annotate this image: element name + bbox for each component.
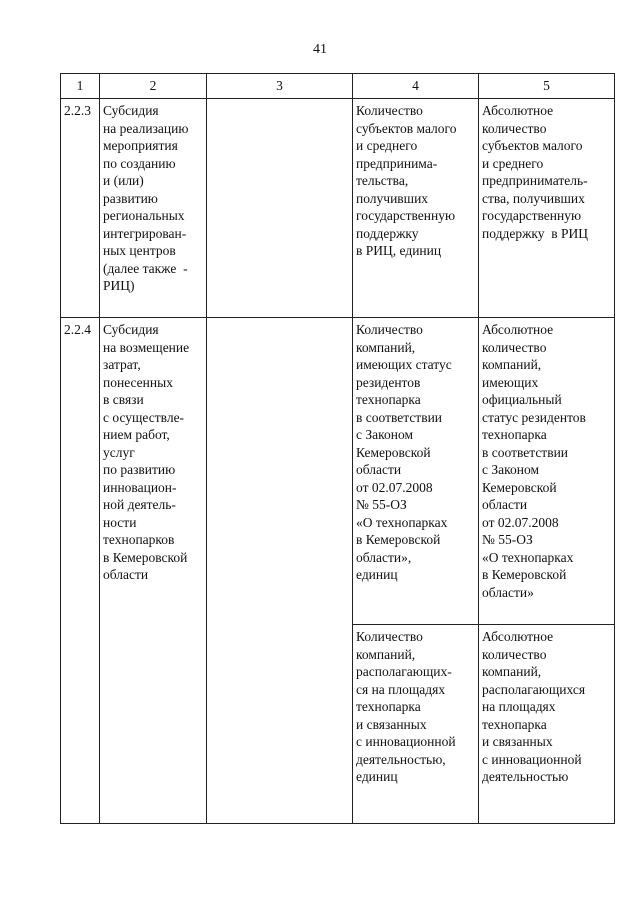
row-number-cell: 2.2.3	[61, 99, 100, 318]
page-number: 41	[313, 42, 327, 57]
empty-cell	[207, 318, 353, 824]
calculation-method-cell: Абсолютное количество компаний, имеющих официальный статус резидентов технопарка в соответствии с Законом Кемеровской области от 02.07.2008 № 55-ОЗ «О технопарках в Кемеровской области»	[479, 318, 615, 625]
calculation-method-cell: Абсолютное количество компаний, располагающихся на площадях технопарка и связанных с инновационной деятельностью	[479, 625, 615, 824]
header-col-1: 1	[61, 74, 100, 99]
table-row	[61, 99, 615, 318]
indicator-cell: Количество субъектов малого и среднего предпринима- тельства, получивших государственную поддержку в РИЦ, единиц	[353, 99, 479, 318]
calculation-method-cell: Абсолютное количество субъектов малого и среднего предприниматель- ства, получивших государственную поддержку в РИЦ	[479, 99, 615, 318]
indicator-cell: Количество компаний, располагающих- ся на площадях технопарка и связанных с инновационной деятельностью, единиц	[353, 625, 479, 824]
header-col-4: 4	[353, 74, 479, 99]
table-row	[61, 318, 615, 625]
table-header-row	[61, 74, 615, 99]
header-col-3: 3	[207, 74, 353, 99]
measure-name-cell: Субсидия на возмещение затрат, понесенных в связи с осуществле- нием работ, услуг по развитию инновацион- ной деятель- ности технопарков в Кемеровской области	[100, 318, 207, 824]
empty-cell	[207, 99, 353, 318]
indicator-cell: Количество компаний, имеющих статус резидентов технопарка в соответствии с Законом Кемеровской области от 02.07.2008 № 55-ОЗ «О технопарках в Кемеровской области», единиц	[353, 318, 479, 625]
program-indicators-table	[60, 73, 615, 824]
measure-name-cell: Субсидия на реализацию мероприятия по созданию и (или) развитию региональных интегрирован- ных центров (далее также - РИЦ)	[100, 99, 207, 318]
header-col-2: 2	[100, 74, 207, 99]
header-col-5: 5	[479, 74, 615, 99]
row-number-cell: 2.2.4	[61, 318, 100, 824]
